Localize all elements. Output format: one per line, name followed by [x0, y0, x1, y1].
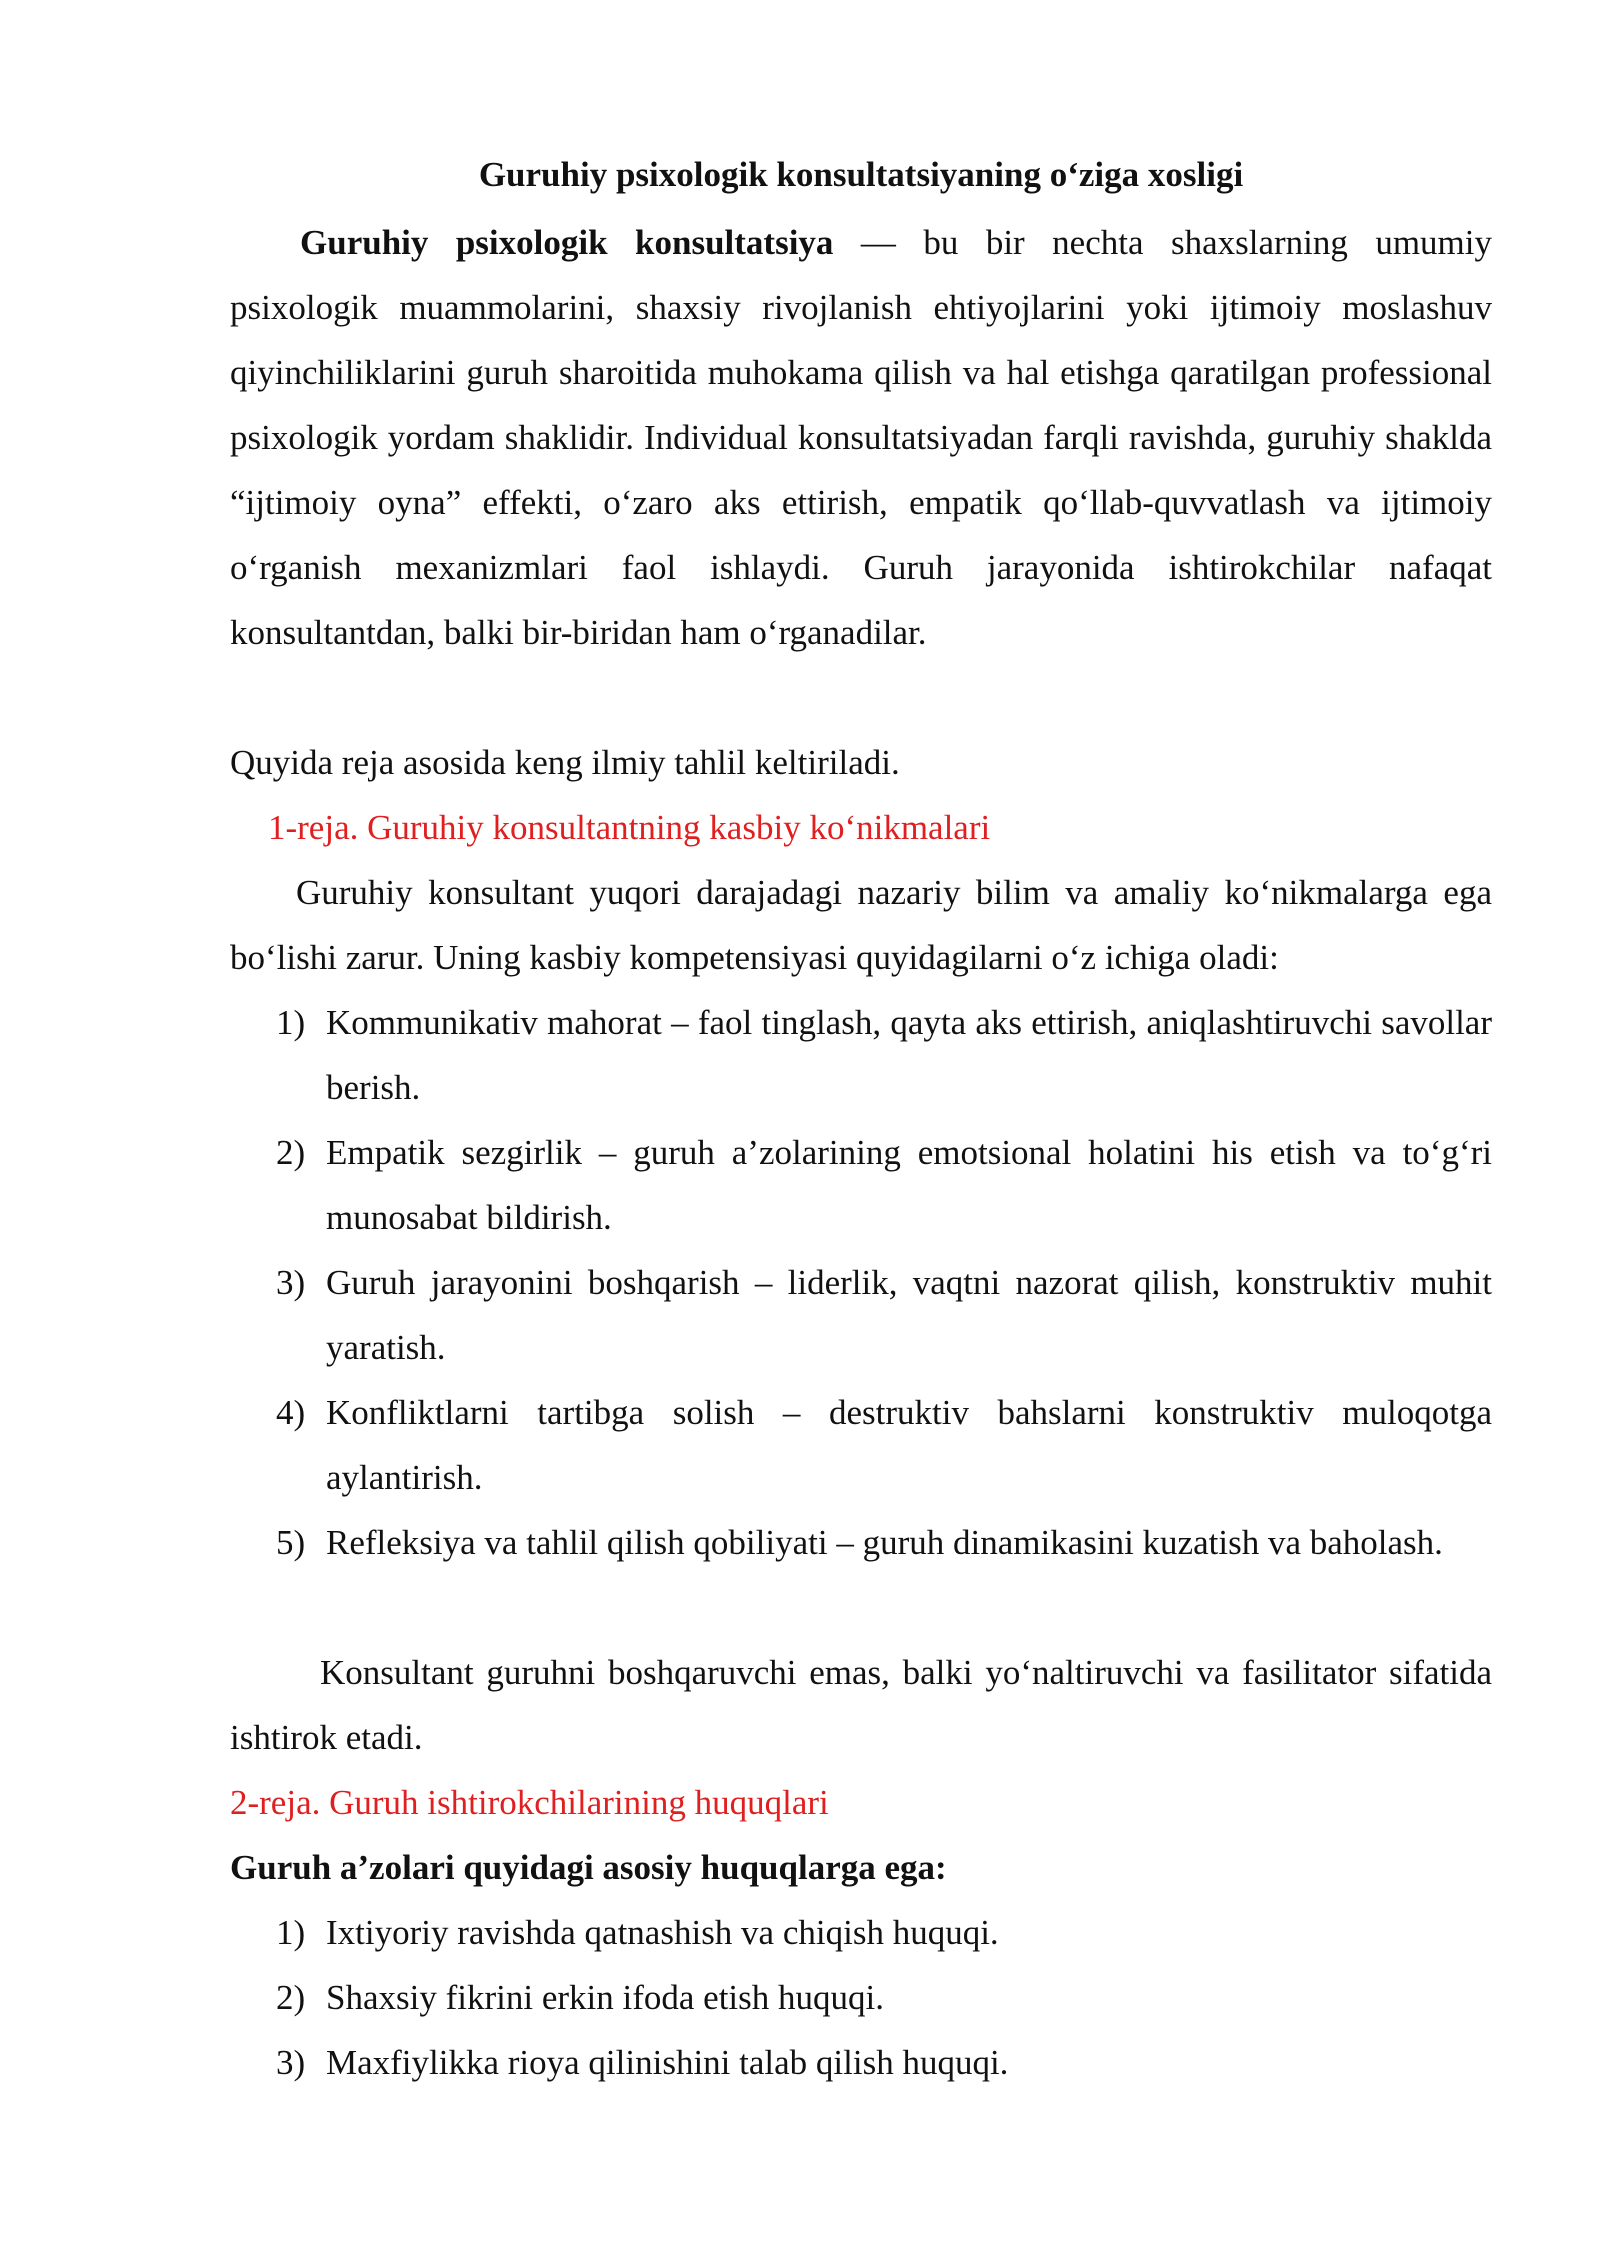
section2-rights-list: [276, 1900, 1492, 2095]
list-item-text: Refleksiya va tahlil qilish qobiliyati – guruh dinamikasini kuzatish va baholash.: [326, 1523, 1443, 1562]
section1-skills-list: [276, 990, 1492, 1575]
list-item-number: 1): [276, 1913, 306, 1952]
document-title: Guruhiy psixologik konsultatsiyaning o‘ziga xosligi: [478, 155, 1244, 194]
list-item-number: 3): [276, 1263, 306, 1302]
intro-paragraph: [230, 210, 1492, 665]
list-item-text: Konfliktlarni tartibga solish – destruktiv bahslarni konstruktiv muloqotga aylantirish.: [326, 1393, 1492, 1497]
list-item: [276, 1120, 1492, 1250]
list-item-text: Ixtiyoriy ravishda qatnashish va chiqish huquqi.: [326, 1913, 999, 1952]
intro-body-text: — bu bir nechta shaxslarning umumiy psixologik muammolarini, shaxsiy rivojlanish ehtiyojlarini yoki ijtimoiy moslashuv qiyinchiliklarini guruh sharoitida muhokama qilish va hal etishga qaratilgan professional psixologik yordam shaklidir. Individual konsultatsiyadan farqli ravishda, guruhiy shaklda “ijtimoiy oyna” effekti, o‘zaro aks ettirish, empatik qo‘llab-quvvatlash va ijtimoiy o‘rganish mexanizmlari faol ishlaydi. Guruh jarayonida ishtirokchilar nafaqat konsultantdan, balki bir-biridan ham o‘rganadilar.: [230, 223, 1493, 652]
list-item-number: 4): [276, 1393, 306, 1432]
list-item-text: Empatik sezgirlik – guruh a’zolarining emotsional holatini his etish va to‘g‘ri munosabat bildirish.: [326, 1133, 1492, 1237]
list-item: [276, 1250, 1492, 1380]
list-item: [276, 1510, 1492, 1575]
list-item-text: Shaxsiy fikrini erkin ifoda etish huquqi.: [326, 1978, 884, 2017]
list-item-number: 3): [276, 2043, 306, 2082]
list-item: [276, 1965, 1492, 2030]
list-item-number: 5): [276, 1523, 306, 1562]
list-item: [276, 990, 1492, 1120]
intro-lead-term: Guruhiy psixologik konsultatsiya: [300, 223, 834, 262]
list-item-number: 2): [276, 1978, 306, 2017]
section2-heading: 2-reja. Guruh ishtirokchilarining huquqlari: [230, 1783, 829, 1822]
summary-line: Quyida reja asosida keng ilmiy tahlil keltiriladi.: [230, 743, 900, 782]
list-item-text: Maxfiylikka rioya qilinishini talab qilish huquqi.: [326, 2043, 1009, 2082]
section2-subheading: Guruh a’zolari quyidagi asosiy huquqlarga ega:: [230, 1848, 947, 1887]
section1-intro: Guruhiy konsultant yuqori darajadagi nazariy bilim va amaliy ko‘nikmalarga ega bo‘lishi zarur. Uning kasbiy kompetensiyasi quyidagilarni o‘z ichiga oladi:: [230, 873, 1492, 977]
section1-closing: Konsultant guruhni boshqaruvchi emas, balki yo‘naltiruvchi va fasilitator sifatida ishtirok etadi.: [230, 1653, 1492, 1757]
list-item: [276, 1900, 1492, 1965]
list-item-text: Kommunikativ mahorat – faol tinglash, qayta aks ettirish, aniqlashtiruvchi savollar berish.: [326, 1003, 1492, 1107]
list-item-number: 1): [276, 1003, 306, 1042]
list-item-number: 2): [276, 1133, 306, 1172]
list-item: [276, 2030, 1492, 2095]
section1-heading: 1-reja. Guruhiy konsultantning kasbiy ko‘nikmalari: [268, 808, 991, 847]
list-item: [276, 1380, 1492, 1510]
list-item-text: Guruh jarayonini boshqarish – liderlik, vaqtni nazorat qilish, konstruktiv muhit yaratish.: [326, 1263, 1492, 1367]
